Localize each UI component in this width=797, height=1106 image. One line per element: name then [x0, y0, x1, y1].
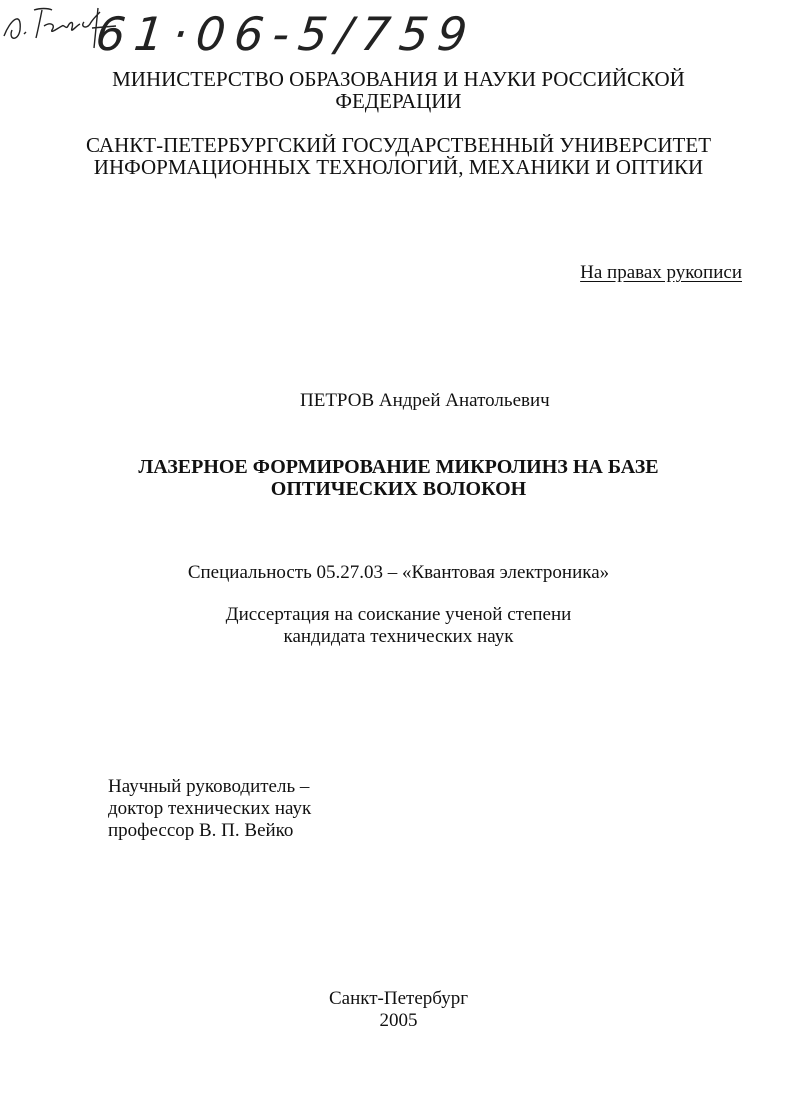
manuscript-note: На правах рукописи [580, 262, 742, 283]
university-line-1: САНКТ-ПЕТЕРБУРГСКИЙ ГОСУДАРСТВЕННЫЙ УНИВЕРСИТЕТ [85, 133, 712, 157]
footer-year: 2005 [379, 1010, 418, 1031]
supervisor-line-1: Научный руководитель – [108, 776, 310, 797]
supervisor-line-3: профессор В. П. Вейко [108, 820, 294, 841]
university-line-2: ИНФОРМАЦИОННЫХ ТЕХНОЛОГИЙ, МЕХАНИКИ И ОПТИКИ [93, 155, 704, 179]
ministry-line-2: ФЕДЕРАЦИИ [335, 89, 462, 113]
footer-city: Санкт-Петербург [328, 988, 468, 1009]
dissertation-title-line-1: ЛАЗЕРНОЕ ФОРМИРОВАНИЕ МИКРОЛИНЗ НА БАЗЕ [138, 456, 659, 478]
archive-code-handwritten: 61·06-5/759 [93, 7, 479, 61]
supervisor-line-2: доктор технических наук [108, 798, 312, 819]
dissertation-degree-line-2: кандидата технических наук [283, 626, 514, 647]
ministry-line-1: МИНИСТЕРСТВО ОБРАЗОВАНИЯ И НАУКИ РОССИЙСКОЙ [112, 67, 685, 91]
specialty: Специальность 05.27.03 – «Квантовая электроника» [187, 562, 610, 583]
dissertation-title-line-2: ОПТИЧЕСКИХ ВОЛОКОН [270, 478, 527, 500]
dissertation-degree-line-1: Диссертация на соискание ученой степени [225, 604, 572, 625]
author-name: ПЕТРОВ Андрей Анатольевич [300, 390, 550, 411]
